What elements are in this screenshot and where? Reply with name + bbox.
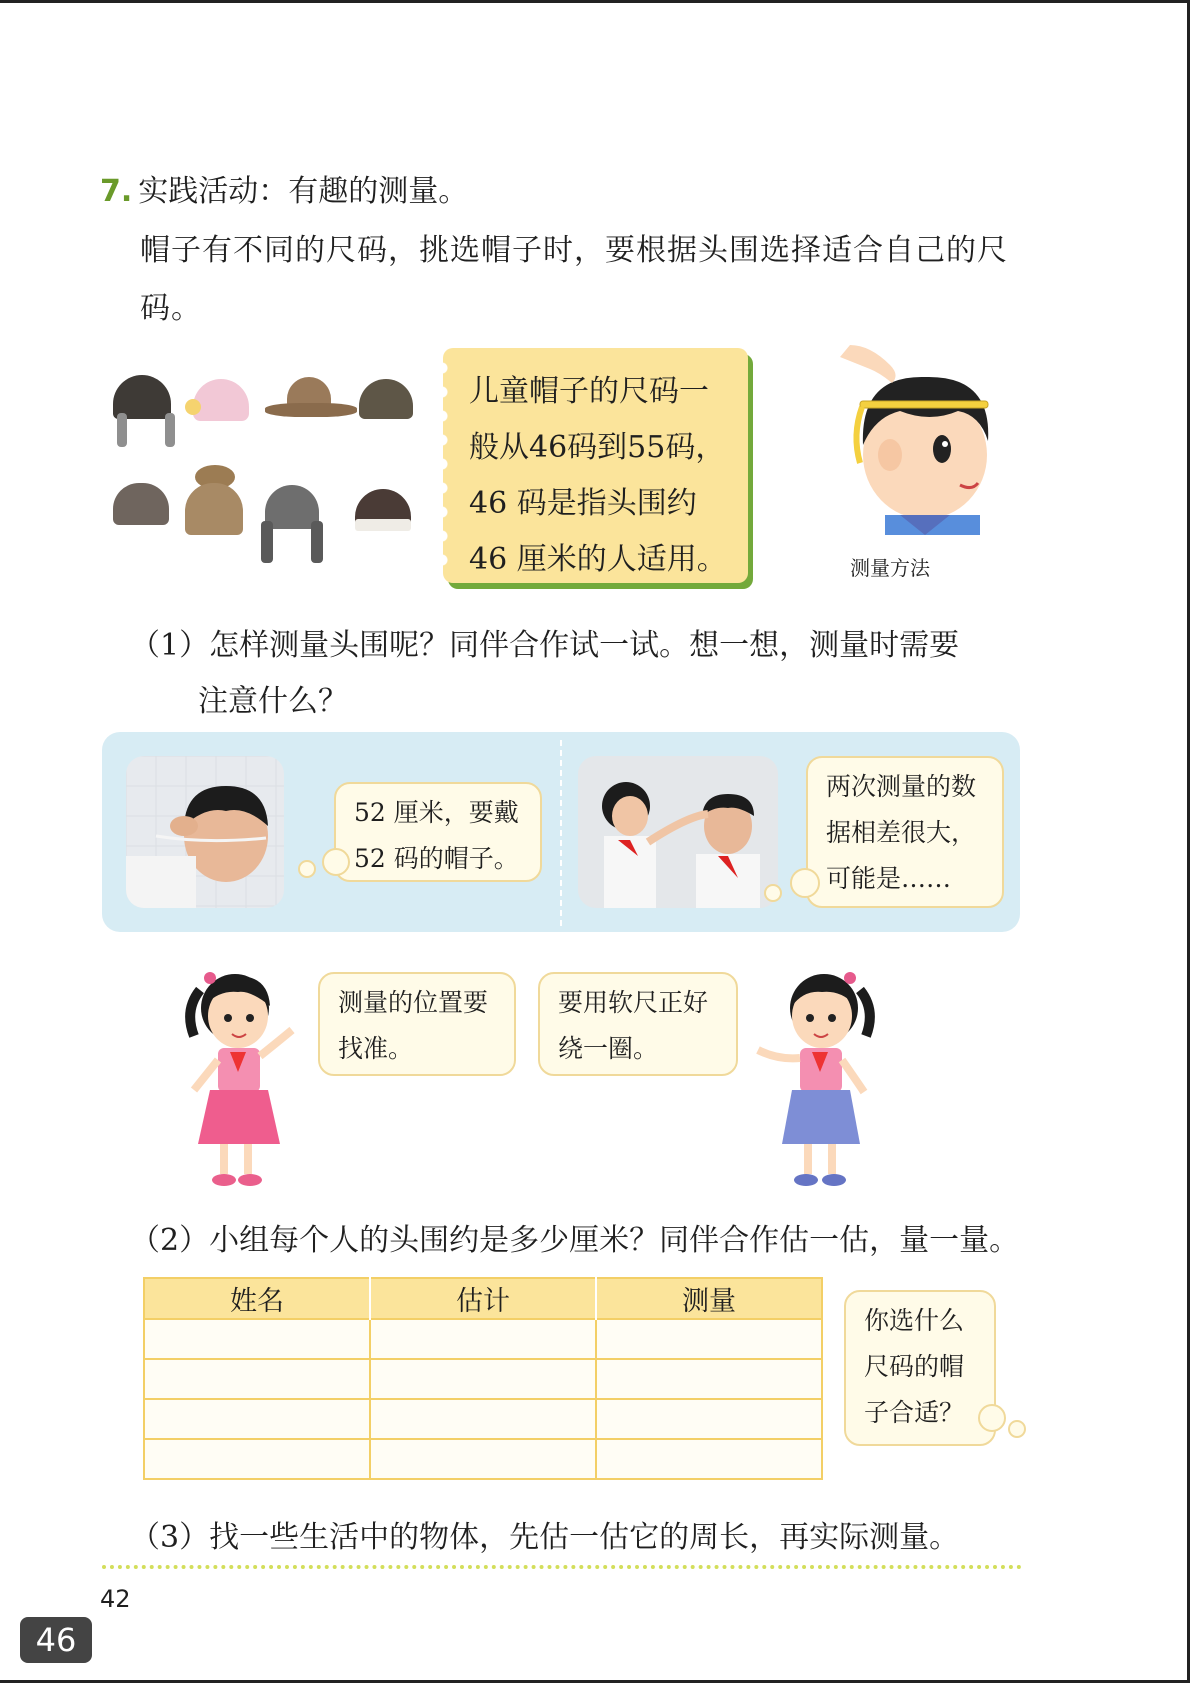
table-cell[interactable] [596,1399,822,1439]
hats-illustration [105,365,425,575]
part2-question: （2）小组每个人的头围约是多少厘米？同伴合作估一估，量一量。 [130,1223,1020,1258]
hat-size-info-card [443,348,748,583]
panel-divider [560,740,562,926]
hat-grey-icon [113,483,169,525]
table-cell[interactable] [144,1319,370,1359]
table-cell[interactable] [144,1359,370,1399]
bubble-tail-dot [322,848,350,876]
photo-boy-self-measuring [126,756,284,908]
bubble-line: 尺码的帽 [864,1352,965,1381]
problem-title-text: 实践活动：有趣的测量。 [138,174,469,209]
problem-intro: 帽子有不同的尺码，挑选帽子时，要根据头围选择适合自己的尺码。 [140,233,1008,326]
column-header-estimate: 估计 [370,1278,596,1319]
part1-question [130,618,1030,730]
table-header-row [144,1278,822,1319]
table-cell[interactable] [370,1359,596,1399]
bubble-tail-dot [298,860,316,878]
table-cell[interactable] [370,1399,596,1439]
speech-bubble-girl-right [538,972,738,1076]
hat-brown-cap-icon [359,379,413,419]
hat-earflap-icon [265,485,319,529]
table-cell[interactable] [144,1439,370,1479]
table-cell[interactable] [370,1319,596,1359]
problem-number: 7. [100,174,133,209]
bubble-line: 52 厘米，要戴 [354,798,519,827]
bubble-line: 据相差很大， [826,818,977,847]
hat-cap-dark-icon [113,375,171,419]
measure-method-caption: 测量方法 [850,556,930,580]
table-cell[interactable] [144,1399,370,1439]
part3-question: （3）找一些生活中的物体，先估一估它的周长，再实际测量。 [130,1520,960,1555]
bubble-line: 52 码的帽子。 [354,844,519,873]
bubble-tail-dot [978,1404,1006,1432]
boy-head-measuring-illustration [830,345,1000,535]
bubble-line: 要用软尺正好 [558,988,709,1017]
bubble-tail-dot [790,868,820,898]
column-header-measure: 测量 [596,1278,822,1319]
info-line: 46 码是指头围约 [469,486,697,521]
bubble-line: 测量的位置要 [338,988,489,1017]
dotted-divider [102,1565,1022,1569]
hat-pink-icon [193,379,249,421]
bubble-line: 绕一圈。 [558,1034,659,1063]
photo-partner-measuring [578,756,778,908]
bubble-tail-dot [764,884,782,902]
inner-page-number: 42 [100,1585,131,1613]
table-row [144,1359,822,1399]
speech-bubble-photo2 [806,756,1004,908]
table-cell[interactable] [596,1359,822,1399]
girl-right-illustration [752,960,882,1190]
problem-title [100,166,468,210]
part1-line2: 注意什么？ [198,684,348,719]
column-header-name: 姓名 [144,1278,370,1319]
bubble-line: 子合适？ [864,1398,965,1427]
bubble-tail-dot [1008,1420,1026,1438]
table-cell[interactable] [596,1439,822,1479]
table-cell[interactable] [370,1439,596,1479]
info-line: 儿童帽子的尺码一 [469,374,709,409]
info-line: 46 厘米的人适用。 [469,542,727,577]
head-circumference-table [143,1277,823,1480]
hat-beanie-icon [355,489,411,529]
table-row [144,1439,822,1479]
bubble-line: 可能是…… [826,864,952,893]
bubble-line: 找准。 [338,1034,414,1063]
table-row [144,1399,822,1439]
bubble-line: 两次测量的数 [826,772,977,801]
girl-left-illustration [180,960,310,1190]
table-row [144,1319,822,1359]
info-line: 般从46码到55码， [469,430,726,465]
bubble-line: 你选什么 [864,1306,965,1335]
table-cell[interactable] [596,1319,822,1359]
speech-bubble-girl-left [318,972,516,1076]
part1-line1: （1）怎样测量头围呢？同伴合作试一试。想一想，测量时需要 [130,628,960,663]
speech-bubble-table-note [844,1290,996,1446]
outer-page-number: 46 [20,1617,92,1663]
speech-bubble-photo1 [334,782,542,882]
